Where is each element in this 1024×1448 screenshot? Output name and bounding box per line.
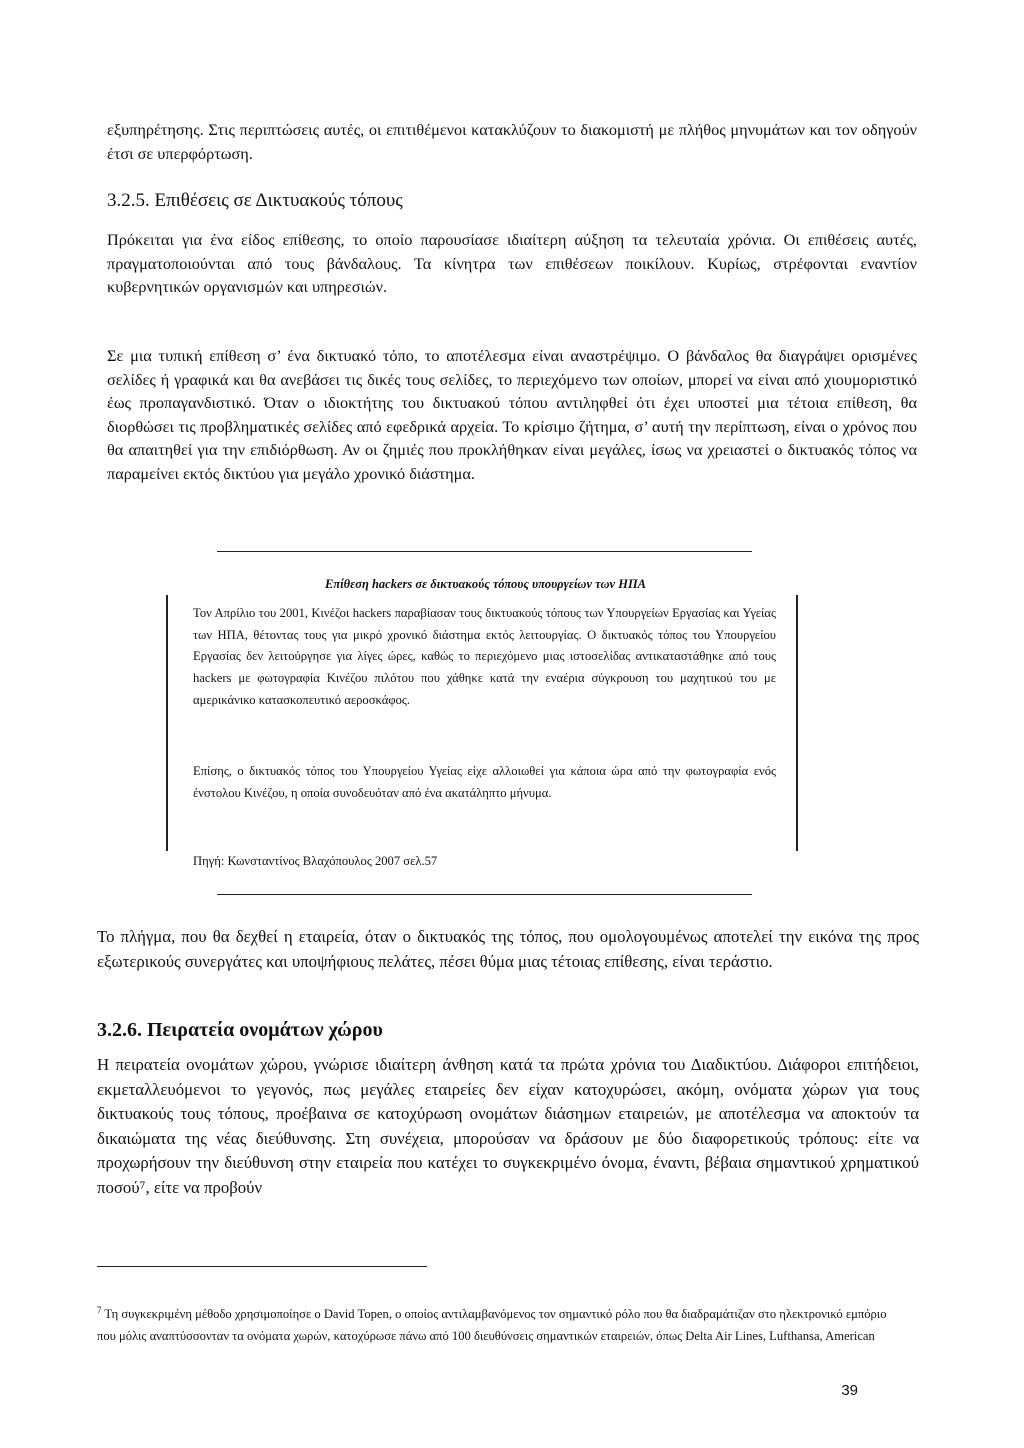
section-325-paragraph-2: Σε μια τυπική επίθεση σ’ ένα δικτυακό τόπο, το αποτέλεσμα είναι αναστρέψιμο. Ο βάνδαλος θα διαγράψει ορισμένες σελίδες ή γραφικά και θα ανεβάσει τις δικές τους σελίδες, το περιεχόμενο των οποίων, μπορεί να είναι από χιουμοριστικό έως προπαγανδιστικό. Όταν ο ιδιοκτήτης του δικτυακού τόπου αντιληφθεί ότι έχει υποστεί μια τέτοια επίθεση, θα διορθώσει τις προβληματικές σελίδες από εφεδρικά αρχεία. Το κρίσιμο ζήτημα, σ’ αυτή την περίπτωση, είναι ο χρόνος που θα απαιτηθεί για την επιδιόρθωση. Αν οι ζημιές που προκλήθηκαν είναι μεγάλες, ίσως να χρειαστεί ο δικτυακός τόπος να παραμείνει εκτός δικτύου για μεγάλο χρονικό διάστημα.	[107, 346, 917, 483]
section-title: Πειρατεία ονομάτων χώρου	[147, 1019, 383, 1041]
section-number: 3.2.6.	[97, 1019, 142, 1041]
case-box-paragraph-1: Τον Απρίλιο του 2001, Κινέζοι hackers παραβίασαν τους δικτυακούς τόπους των Υπουργείων Εργασίας και Υγείας των ΗΠΑ, θέτοντας τους για μικρό χρονικό διάστημα εκτός λειτουργίας. Ο δικτυακός τόπος του Υπουργείου Εργασίας δεν λειτούργησε για λίγες ώρες, καθώς το περιεχόμενο μιας ιστοσελίδας αντικαταστάθηκε από τους hackers με φωτογραφία Κινέζου πιλότου που χάθηκε κατά την εναέρια σύγκρουση του μαχητικού του με αμερικάνικο κατασκοπευτικό αεροσκάφος.	[193, 606, 776, 707]
box-right-bar	[796, 595, 798, 851]
section-number: 3.2.5.	[107, 190, 150, 211]
after-box-paragraph: Το πλήγμα, που θα δεχθεί η εταιρεία, όταν ο δικτυακός της τόπος, που ομολογουμένως αποτελεί την εικόνα της προς εξωτερικούς συνεργάτες και υποψήφιους πελάτες, πέσει θύμα μιας τέτοιας επίθεσης, είναι τεράστιο.	[97, 927, 919, 971]
section-326-paragraph: Η πειρατεία ονομάτων χώρου, γνώρισε ιδιαίτερη άνθηση κατά τα πρώτα χρόνια του Διαδικτύου. Διάφοροι επιτήδειοι, εκμεταλλευόμενοι το γεγονός, πως μεγάλες εταιρείες δεν είχαν κατοχυρώσει, ακόμη, ονόματα χώρων για τους δικτυακούς τους τόπους, προέβαινα σε κατοχύρωση ονομάτων διάσημων εταιρειών, με αποτέλεσμα να αποκτούν τα δικαιώματα της νέας διεύθυνσης. Στη συνέχεια, μπορούσαν να δράσουν με δύο διαφορετικούς τρόπους: είτε να προχωρήσουν την διεύθυνση στην εταιρεία που κατέχει το συγκεκριμένο όνομα, έναντι, βέβαια σημαντικού χρηματικού ποσού⁷, είτε να προβούν	[97, 1055, 919, 1197]
footnote-text: Τη συγκεκριμένη μέθοδο χρησιμοποίησε ο David Topen, ο οποίος αντιλαμβανόμενος τον σημαντικό ρόλο που θα διαδραμάτιζαν στο ηλεκτρονικό εμπόριο που μόλις αναπτύσσονταν τα ονόματα χωρών, κατοχύρωσε πάνω από 100 διευθύνσεις σημαντικών εταιρειών, όπως Delta Air Lines, Lufthansa, American	[97, 1307, 887, 1343]
section-heading-325	[107, 190, 403, 212]
footnote-separator	[97, 1266, 427, 1267]
footnote-marker: 7	[97, 1305, 102, 1315]
section-title: Επιθέσεις σε Δικτυακούς τόπους	[154, 190, 403, 211]
section-heading-326	[97, 1019, 383, 1042]
box-top-rule	[217, 551, 752, 552]
case-box-paragraph-2: Επίσης, ο δικτυακός τόπος του Υπουργείου Υγείας είχε αλλοιωθεί για κάποια ώρα από την φωτογραφία ενός ένστολου Κινέζου, η οποία συνοδευόταν από ένα ακατάληπτο μήνυμα.	[193, 764, 776, 800]
box-bottom-rule	[217, 894, 752, 895]
box-left-bar	[166, 595, 168, 851]
section-325-paragraph-1: Πρόκειται για ένα είδος επίθεσης, το οποίο παρουσίασε ιδιαίτερη αύξηση τα τελευταία χρόνια. Οι επιθέσεις αυτές, πραγματοποιούνται από τους βάνδαλους. Τα κίνητρα των επιθέσεων ποικίλουν. Κυρίως, στρέφονται εναντίον κυβερνητικών οργανισμών και υπηρεσιών.	[107, 230, 917, 296]
case-box-source: Πηγή: Κωνσταντίνος Βλαχόπουλος 2007 σελ.57	[193, 854, 438, 868]
page-number: 39	[841, 1382, 858, 1399]
case-box-title: Επίθεση hackers σε δικτυακούς τόπους υπουργείων των ΗΠΑ	[324, 577, 647, 591]
footnote	[97, 1300, 897, 1347]
intro-paragraph: εξυπηρέτησης. Στις περιπτώσεις αυτές, οι επιτιθέμενοι κατακλύζουν το διακομιστή με πλήθος μηνυμάτων και τον οδηγούν έτσι σε υπερφόρτωση.	[107, 120, 917, 163]
